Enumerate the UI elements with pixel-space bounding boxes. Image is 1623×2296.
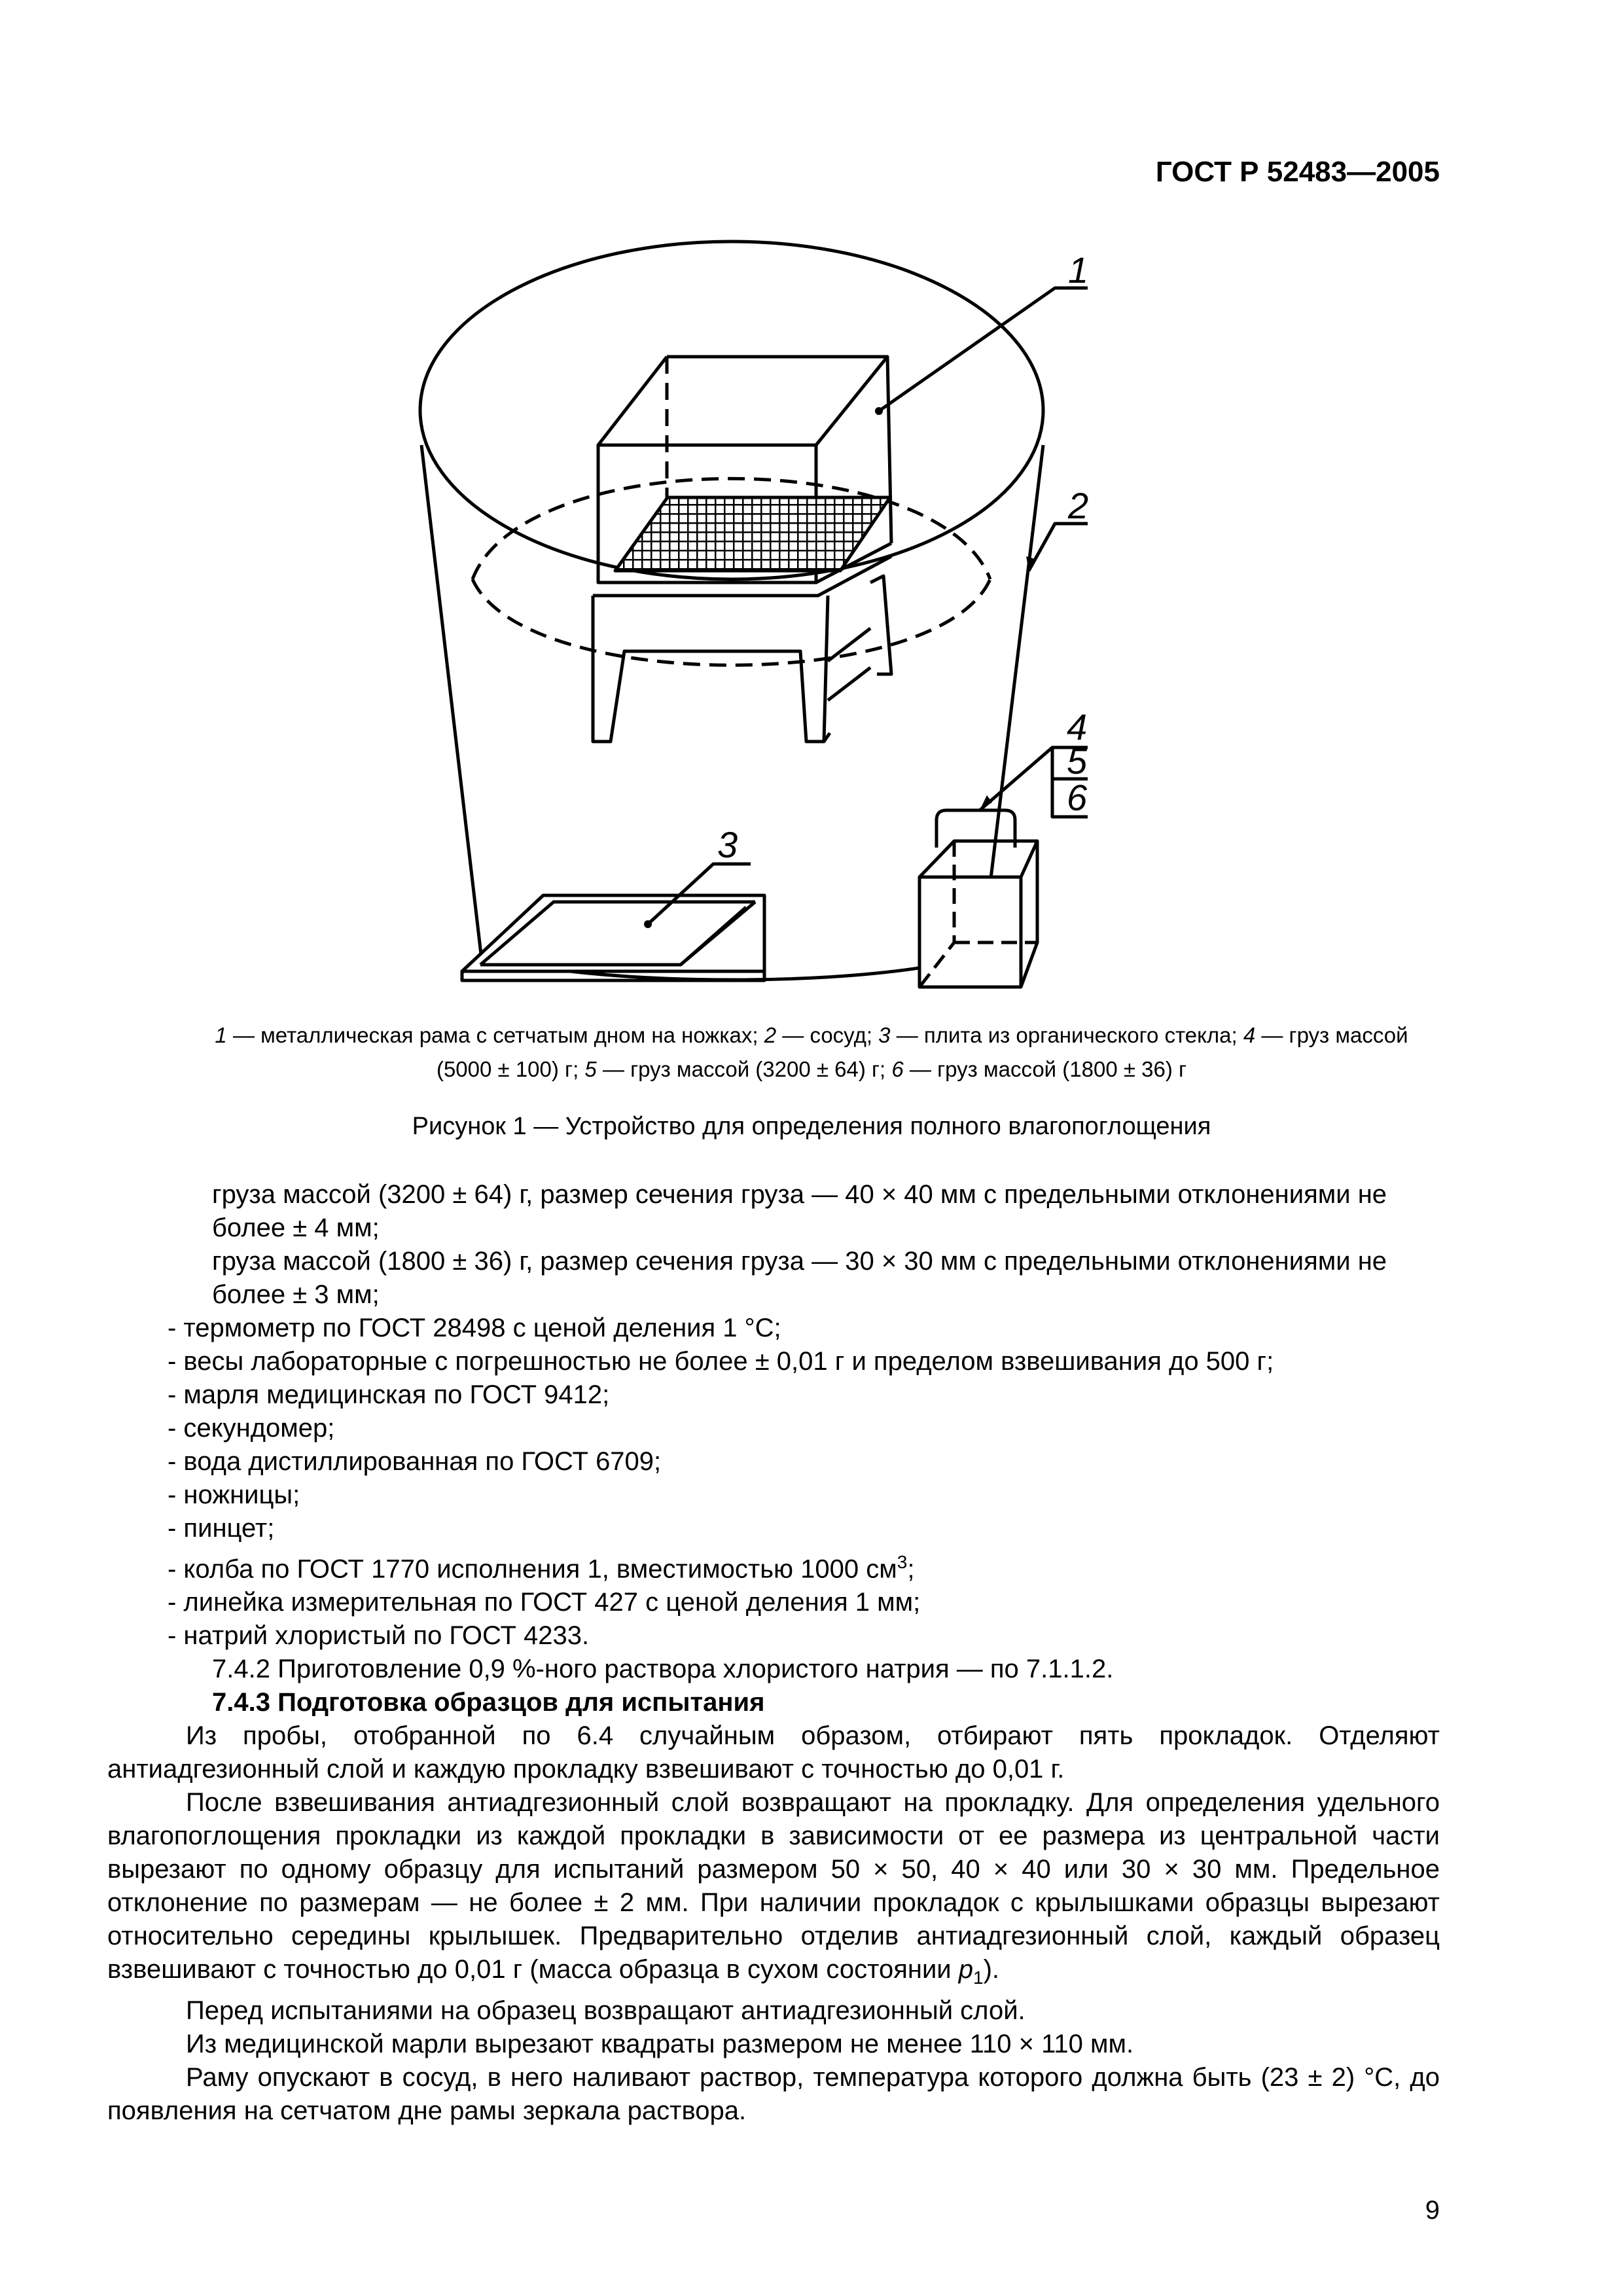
section-7-4-2: 7.4.2 Приготовление 0,9 %-ного раствора хлористого натрия — по 7.1.1.2. [212,1655,1114,1684]
section-7-4-3-heading: 7.4.3 Подготовка образцов для испытания [212,1688,765,1717]
weight-3200-spec: груза массой (3200 ± 64) г, размер сечения груза — 40 × 40 мм с предельными отклонениями не [212,1180,1387,1209]
paragraph: Перед испытаниями на образец возвращают антиадгезионный слой. [186,1996,1026,2026]
figure-caption: Рисунок 1 — Устройство для определения полного влагопоглощения [412,1113,1211,1140]
list-item: - марля медицинская по ГОСТ 9412; [168,1380,610,1409]
list-item-flask: - колба по ГОСТ 1770 исполнения 1, вместимостью 1000 $см^3$; [168,1552,915,1584]
list-item: - натрий хлористый по ГОСТ 4233. [168,1621,590,1651]
label-5: 5 [1067,740,1088,781]
weight-drawing [919,810,1037,987]
page-number: 9 [1425,2196,1440,2225]
label-4: 4 [1067,706,1088,747]
paragraph-sample-cutting: После взвешивания антиадгезионный слой возвращают на прокладку. Для определения удельного влагопоглощения прокладки из каждой прокладки в зависимости от ее размера из центральной части вырезают по одному образцу для испытаний размером 50 × 50, 40 × 40 или 30 × 30 мм. Предельное отклонение по размерам — не более ± 2 мм. При наличии прокладок с крылышками образцы вырезают относительно середины крылышек. Предварительно отделив антиадгезионный слой, каждый образец взвешивают с точностью до 0,01 г (масса образца в сухом состоянии $p_1$). [107,1788,1440,1988]
weight-1800-spec-cont: более ± 3 мм; [212,1280,380,1309]
document-body [107,1178,1440,2128]
list-item: - вода дистиллированная по ГОСТ 6709; [168,1447,662,1476]
paragraph: Из медицинской марли вырезают квадраты размером не менее 110 × 110 мм. [186,2030,1134,2059]
list-item: - весы лабораторные с погрешностью не более ± 0,01 г и пределом взвешивания до 500 г; [168,1347,1274,1376]
list-item: - линейка измерительная по ГОСТ 427 с ценой деления 1 мм; [168,1588,921,1617]
vessel-drawing [420,242,1043,980]
label-6: 6 [1067,777,1088,818]
weight-1800-spec: груза массой (1800 ± 36) г, размер сечения груза — 30 × 30 мм с предельными отклонениями не [212,1247,1387,1276]
list-item: - пинцет; [168,1514,275,1543]
paragraph: Раму опускают в сосуд, в него наливают раствор, температура которого должна быть (23 ± 2) °С, до появления на сетчатом дне рамы зеркала раствора. [107,2063,1440,2126]
document-number-header: ГОСТ Р 52483—2005 [1155,156,1440,188]
label-1: 1 [1068,249,1089,291]
apparatus-figure [0,0,1623,1021]
label-2: 2 [1068,485,1089,526]
paragraph: Из пробы, отобранной по 6.4 случайным образом, отбирают пять прокладок. Отделяют антиадгезионный слой и каждую прокладку взвешивают с точностью до 0,01 г. [107,1721,1440,1784]
weight-3200-spec-cont: более ± 4 мм; [212,1213,380,1242]
glass-plate-drawing [462,895,764,980]
label-3: 3 [717,824,738,865]
list-item: - термометр по ГОСТ 28498 с ценой деления 1 °С; [168,1314,781,1342]
list-item: - секундомер; [168,1414,335,1443]
list-item: - ножницы; [168,1480,300,1509]
figure-legend: 1 — металлическая рама с сетчатым дном на ножках; 2 — сосуд; 3 — плита из органического стекла; 4 — груз массой (5000 ± 100) г; 5 — груз массой (3200 ± 64) г; 6 — груз массой (1800 ± 36) г [215,1023,1408,1081]
